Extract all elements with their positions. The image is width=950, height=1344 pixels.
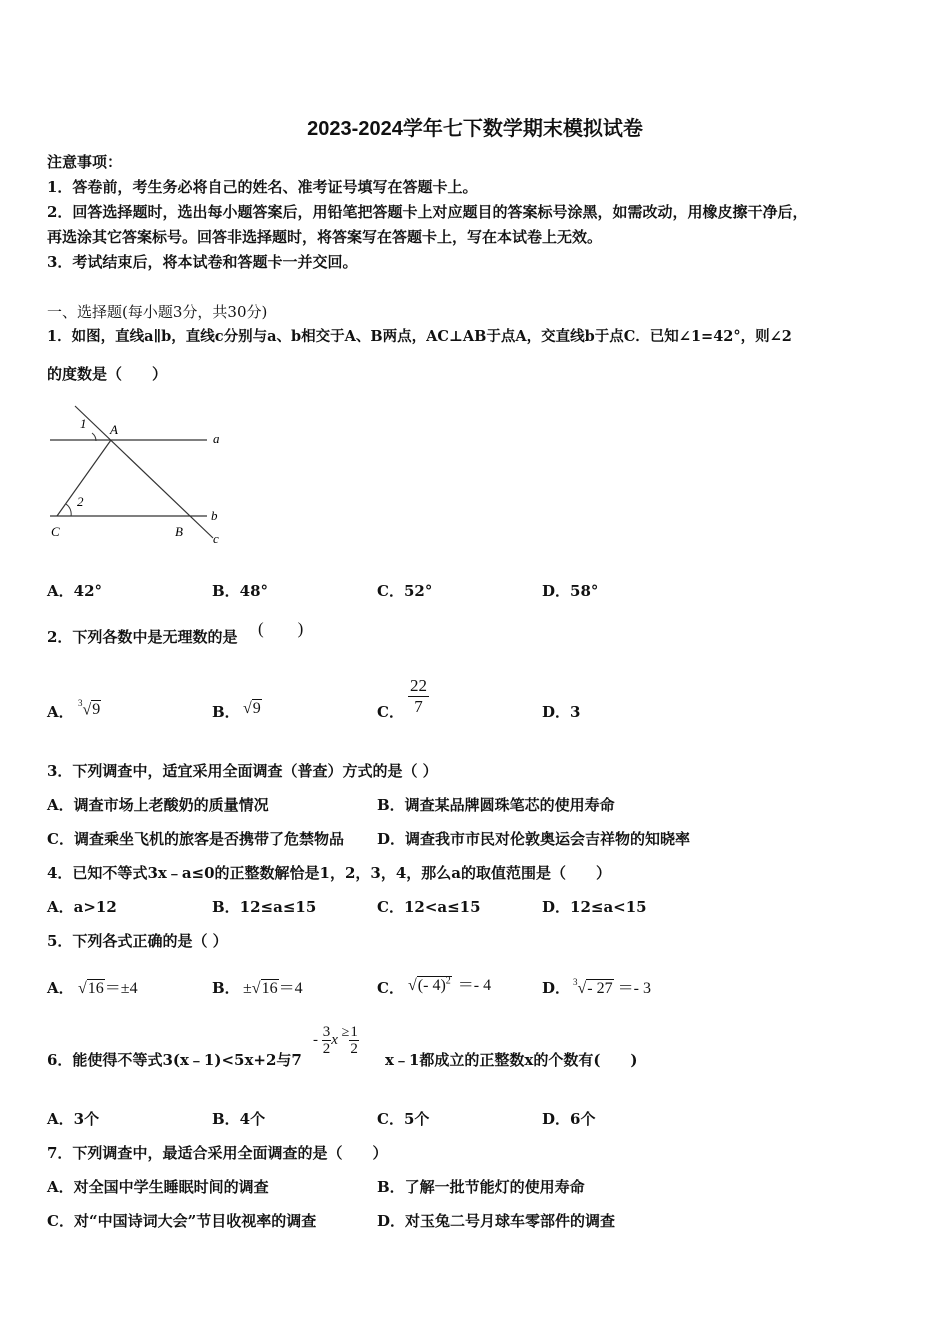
q2-a-index: 3 bbox=[78, 698, 83, 708]
q3-option-c: C．调查乘坐飞机的旅客是否携带了危禁物品 bbox=[47, 830, 344, 848]
q5-c-rest: ＝- 4 bbox=[457, 977, 492, 994]
q6-x1: x bbox=[331, 1032, 338, 1048]
q5-c-exponent: 2 bbox=[445, 975, 451, 987]
q5-option-a-label: A． bbox=[47, 979, 74, 997]
q2-option-b-label: B． bbox=[212, 703, 240, 721]
q3-option-a: A．调查市场上老酸奶的质量情况 bbox=[47, 796, 269, 814]
q2-option-b-value bbox=[243, 700, 262, 718]
q6-option-d: D．6个 bbox=[542, 1110, 596, 1128]
q4-stem: 4．已知不等式3x﹣a≤0的正整数解恰是1，2，3，4，那么a的取值范围是（ ） bbox=[47, 864, 612, 882]
q3-option-b: B．调查某品牌圆珠笔芯的使用寿命 bbox=[377, 796, 615, 814]
q4-option-b: B．12≤a≤15 bbox=[212, 898, 317, 916]
q5-a-radicand: 16 bbox=[87, 980, 104, 997]
q2-b-radicand: 9 bbox=[252, 700, 261, 717]
q5-option-c-value bbox=[408, 972, 491, 995]
q6-f2-den: 2 bbox=[350, 1041, 358, 1057]
q5-option-d-value bbox=[573, 975, 651, 998]
q5-option-d-label: D． bbox=[542, 979, 571, 997]
q5-d-radicand: - 27 bbox=[587, 980, 613, 997]
q4-option-c: C．12<a≤15 bbox=[377, 898, 481, 916]
q1-option-c: C．52° bbox=[377, 582, 433, 600]
q6-option-c: C．5个 bbox=[377, 1110, 430, 1128]
label-c: c bbox=[213, 531, 219, 546]
radical-sign: √ bbox=[78, 980, 87, 997]
line-c bbox=[75, 406, 213, 538]
q7-option-c: C．对“中国诗词大会”节目收视率的调查 bbox=[47, 1212, 317, 1230]
q7-option-a: A．对全国中学生睡眠时间的调查 bbox=[47, 1178, 269, 1196]
label-A: A bbox=[110, 422, 118, 437]
q6-f1-num: 3 bbox=[322, 1024, 331, 1040]
q5-c-radicand: (- 4) bbox=[417, 977, 446, 994]
radical-sign: √ bbox=[82, 701, 92, 719]
q1-stem-end: 的度数是（ ） bbox=[47, 365, 168, 383]
q5-b-rest: ＝4 bbox=[278, 980, 303, 997]
q2-option-c-value bbox=[408, 676, 429, 717]
q4-option-a: A．a>12 bbox=[47, 898, 117, 916]
notice-heading: 注意事项： bbox=[47, 153, 123, 171]
q6-inline-math bbox=[313, 1024, 359, 1057]
q5-b-radicand: 16 bbox=[261, 980, 278, 997]
notice-item-2a: 2．回答选择题时，选出每小题答案后，用铅笔把答题卡上对应题目的答案标号涂黑，如需改动，用橡皮擦干净后， bbox=[47, 203, 808, 221]
q5-stem: 5．下列各式正确的是（ ） bbox=[47, 932, 228, 950]
q6-option-b: B．4个 bbox=[212, 1110, 266, 1128]
q1-option-b: B．48° bbox=[212, 582, 269, 600]
q1-option-d: D．58° bbox=[542, 582, 599, 600]
q5-d-index: 3 bbox=[573, 976, 578, 987]
page-title: 2023-2024学年七下数学期末模拟试卷 bbox=[307, 118, 643, 140]
label-B: B bbox=[175, 524, 183, 539]
q6-stem-a: 6．能使得不等式3(x﹣1)<5x+2与7 bbox=[47, 1051, 302, 1069]
q4-option-d: D．12≤a<15 bbox=[542, 898, 647, 916]
q6-f2-num: 1 bbox=[350, 1024, 358, 1040]
q6-option-a: A．3个 bbox=[47, 1110, 100, 1128]
q1-stem: 1．如图，直线a∥b，直线c分别与a、b相交于A、B两点，AC⊥AB于点A，交直线b于点C．已知∠1=42°，则∠2 bbox=[47, 328, 792, 345]
q5-d-rest: ＝- 3 bbox=[617, 980, 651, 997]
q2-c-numerator: 22 bbox=[410, 676, 427, 695]
radical-sign: √ bbox=[577, 980, 587, 997]
notice-item-2b: 再选涂其它答案标号。回答非选择题时，将答案写在答题卡上，写在本试卷上无效。 bbox=[47, 228, 603, 246]
q5-b-pre: ± bbox=[243, 980, 252, 997]
label-C: C bbox=[51, 524, 60, 539]
q2-option-a-label: A． bbox=[47, 703, 74, 721]
q6-f1-den: 2 bbox=[322, 1041, 331, 1057]
q7-stem: 7．下列调查中，最适合采用全面调查的是（ ） bbox=[47, 1144, 388, 1162]
radical-sign: √ bbox=[243, 700, 252, 717]
q6-geq: ≥ bbox=[341, 1024, 350, 1040]
q7-option-b: B．了解一批节能灯的使用寿命 bbox=[377, 1178, 585, 1196]
segment-ac bbox=[57, 440, 111, 516]
q2-c-denominator: 7 bbox=[414, 697, 423, 716]
q5-option-a-value bbox=[78, 975, 138, 998]
label-1: 1 bbox=[80, 416, 87, 431]
angle-2-arc bbox=[66, 504, 71, 516]
q6-stem-b: x﹣1都成立的正整数x的个数有( ) bbox=[385, 1051, 638, 1069]
q5-option-c-label: C． bbox=[377, 979, 404, 997]
q2-stem: 2．下列各数中是无理数的是 bbox=[47, 628, 238, 646]
radical-sign: √ bbox=[251, 980, 261, 997]
radical-sign: √ bbox=[408, 977, 417, 994]
q5-a-rest: ＝±4 bbox=[104, 980, 138, 997]
q3-option-d: D．调查我市市民对伦敦奥运会吉祥物的知晓率 bbox=[377, 830, 691, 848]
q1-option-a: A．42° bbox=[47, 582, 103, 600]
label-a: a bbox=[213, 431, 220, 446]
notice-item-3: 3．考试结束后，将本试卷和答题卡一并交回。 bbox=[47, 253, 358, 271]
q2-paren: ( ) bbox=[258, 619, 304, 638]
q1-figure bbox=[45, 398, 235, 548]
q7-option-d: D．对玉兔二号月球车零部件的调查 bbox=[377, 1212, 616, 1230]
notice-item-1: 1．答卷前，考生务必将自己的姓名、准考证号填写在答题卡上。 bbox=[47, 178, 478, 196]
q3-stem: 3．下列调查中，适宜采用全面调查（普查）方式的是（ ） bbox=[47, 762, 438, 780]
q2-a-radicand: 9 bbox=[92, 701, 101, 719]
q6-minus: - bbox=[313, 1032, 318, 1048]
label-b: b bbox=[211, 508, 218, 523]
q5-option-b-label: B． bbox=[212, 979, 240, 997]
q2-option-a-value bbox=[78, 700, 101, 719]
label-2: 2 bbox=[77, 494, 84, 509]
q2-option-d: D．3 bbox=[542, 703, 581, 721]
q2-option-c-label: C． bbox=[377, 703, 404, 721]
section-heading: 一、选择题(每小题3分，共30分) bbox=[47, 303, 268, 321]
q5-c-radicand-wrap bbox=[417, 976, 452, 994]
q5-option-b-value bbox=[243, 975, 303, 998]
